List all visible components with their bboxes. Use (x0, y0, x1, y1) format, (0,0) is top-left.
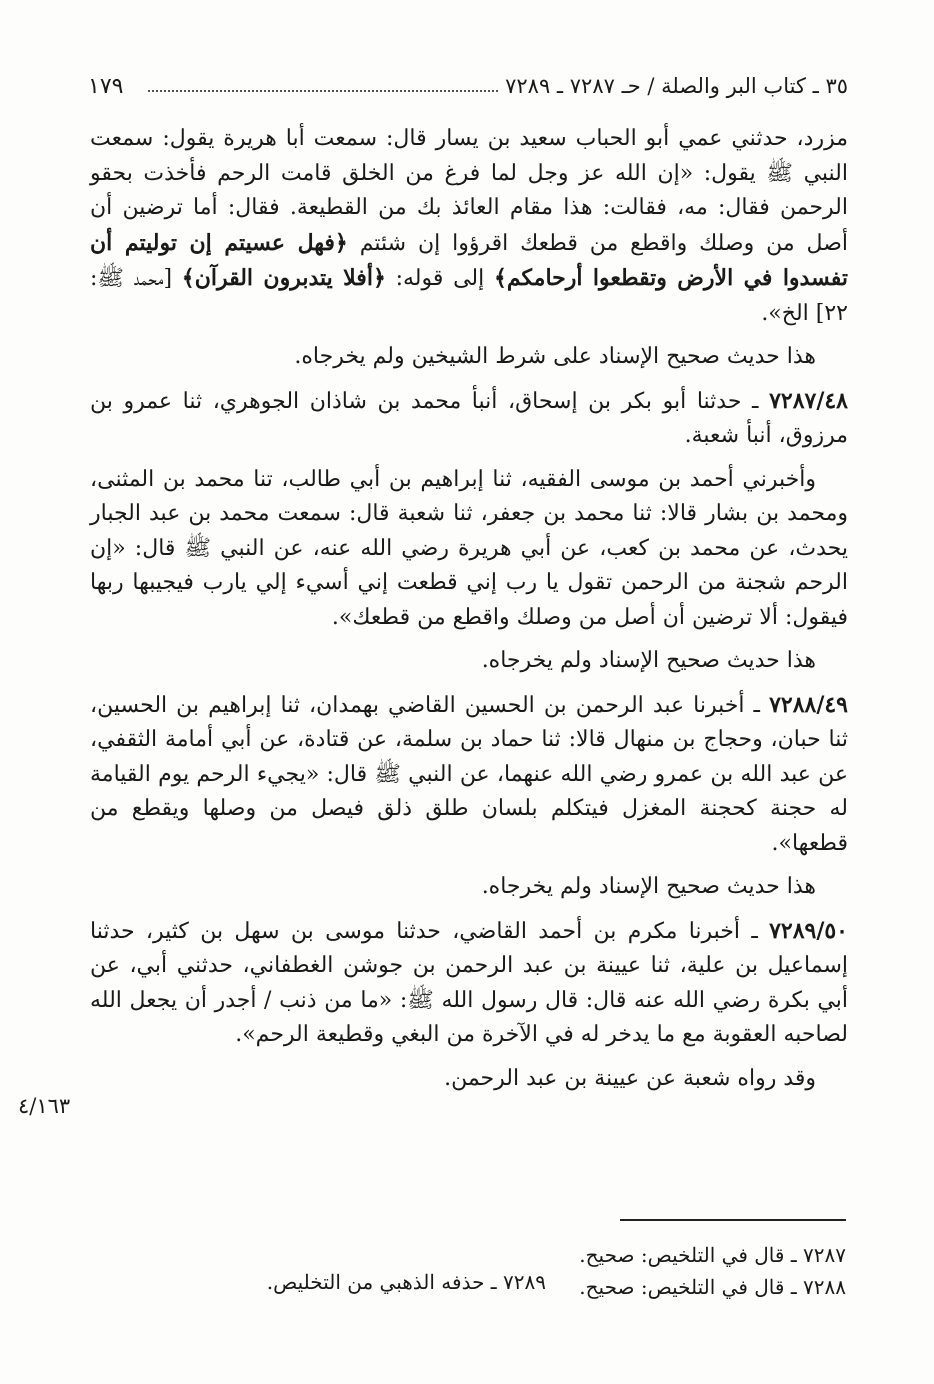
footnote-7288: ٧٢٨٨ ـ قال في التلخيص: صحيح. (579, 1275, 846, 1299)
footnote-7287: ٧٢٨٧ ـ قال في التلخيص: صحيح. (579, 1243, 846, 1267)
hadith-7287: ٧٢٨٧/٤٨ ـ حدثنا أبو بكر بن إسحاق، أنبأ محمد بن شاذان الجوهري، ثنا عمرو بن مرزوق، أنبأ شعبة. (90, 387, 848, 448)
hadith-7289: ٧٢٨٩/٥٠ ـ أخبرنا مكرم بن أحمد القاضي، حدثنا موسى بن سهل بن كثير، حدثنا إسماعيل بن علية، ثنا عيينة بن عبد الرحمن بن جوشن الغطفاني، حدثني أبي، عن أبي بكرة رضي الله عنه قال: قال رسول الله ﷺ: «ما من ذنب / أجدر أن يجعل الله لصاحبه العقوبة مع ما يدخر له في الآخرة من البغي وقطيعة الرحم». (90, 917, 849, 1047)
margin-reference: ٤/١٦٣ (18, 1094, 71, 1118)
quran-quote-2: ﴿أفلا يتدبرون القرآن﴾ (181, 265, 386, 291)
hadith-number: ٧٢٨٩/٥٠ (769, 917, 848, 944)
page-header (88, 68, 848, 108)
hadith-number: ٧٢٨٨/٤٩ (769, 691, 848, 718)
note-7289: وقد رواه شعبة عن عيينة بن عبد الرحمن. (444, 1065, 816, 1091)
verdict-7286: هذا حديث صحيح الإسناد على شرط الشيخين ولم يخرجاه. (294, 344, 816, 369)
dotted-leader (148, 90, 498, 92)
hadith-number: ٧٢٨٧/٤٨ (769, 387, 848, 414)
footnote-7289: ٧٢٨٩ ـ حذفه الذهبي من التخليص. (266, 1270, 546, 1294)
quran-quote: ﴿فهل عسيتم إن توليتم أن تفسدوا في الأرض وتقطعوا أرحامكم﴾ (90, 229, 848, 291)
verdict-7288: هذا حديث صحيح الإسناد ولم يخرجاه. (481, 874, 816, 899)
paragraph-hadith-continuation: مزرد، حدثني عمي أبو الحباب سعيد بن يسار قال: سمعت أبا هريرة يقول: سمعت النبي ﷺ يقول: «إن الله عز وجل لما فرغ من الخلق قامت الرحم فأخذت بحقو الرحمن فقال: مه، فقالت: هذا مقام العائذ بك من القطيعة. فقال: أما ترضين أن أصل من وصلك واقطع من قطعك اقرؤوا إن شئتم ﴿فهل عسيتم إن توليتم أن تفسدوا في الأرض وتقطعوا أرحامكم﴾ إلى قوله: ﴿أفلا يتدبرون القرآن﴾ [محمد ﷺ: ٢٢] الخ». (90, 126, 849, 326)
page-number: ١٧٩ (88, 74, 124, 99)
hadith-7287-chain: وأخبرني أحمد بن موسى الفقيه، ثنا إبراهيم بن أبي طالب، تنا محمد بن المثنى، ومحمد بن بشار قالا: ثنا محمد بن جعفر، ثنا شعبة قال: سمعت محمد بن عبد الجبار يحدث، عن محمد بن كعب، عن أبي هريرة رضي الله عنه، عن النبي ﷺ قال: «إن الرحم شجنة من الرحمن تقول يا رب إني قطعت إني أسيء إلي يارب فيجيبها ربها فيقول: ألا ترضين أن أصل من وصلك واقطع من قطعك». (90, 466, 848, 630)
hadith-7288: ٧٢٨٨/٤٩ ـ أخبرنا عبد الرحمن بن الحسين القاضي بهمدان، ثنا إبراهيم بن الحسين، ثنا حبان، وحجاج بن منهال قالا: ثنا حماد بن سلمة، عن قتادة، عن أبي أمامة الثقفي، عن عبد الله بن عمرو رضي الله عنهما، عن النبي ﷺ قال: «يجيء الرحم يوم القيامة له حجنة كحجنة المغزل فيتكلم بلسان طلق ذلق فيصل من وصلها ويقطع من قطعها». (90, 691, 848, 856)
main-text (90, 122, 848, 1105)
verdict-7287: هذا حديث صحيح الإسناد ولم يخرجاه. (481, 648, 816, 673)
footnote-divider (620, 1219, 846, 1221)
running-title: ٣٥ ـ كتاب البر والصلة / حـ ٧٢٨٧ ـ ٧٢٨٩ (505, 74, 848, 98)
